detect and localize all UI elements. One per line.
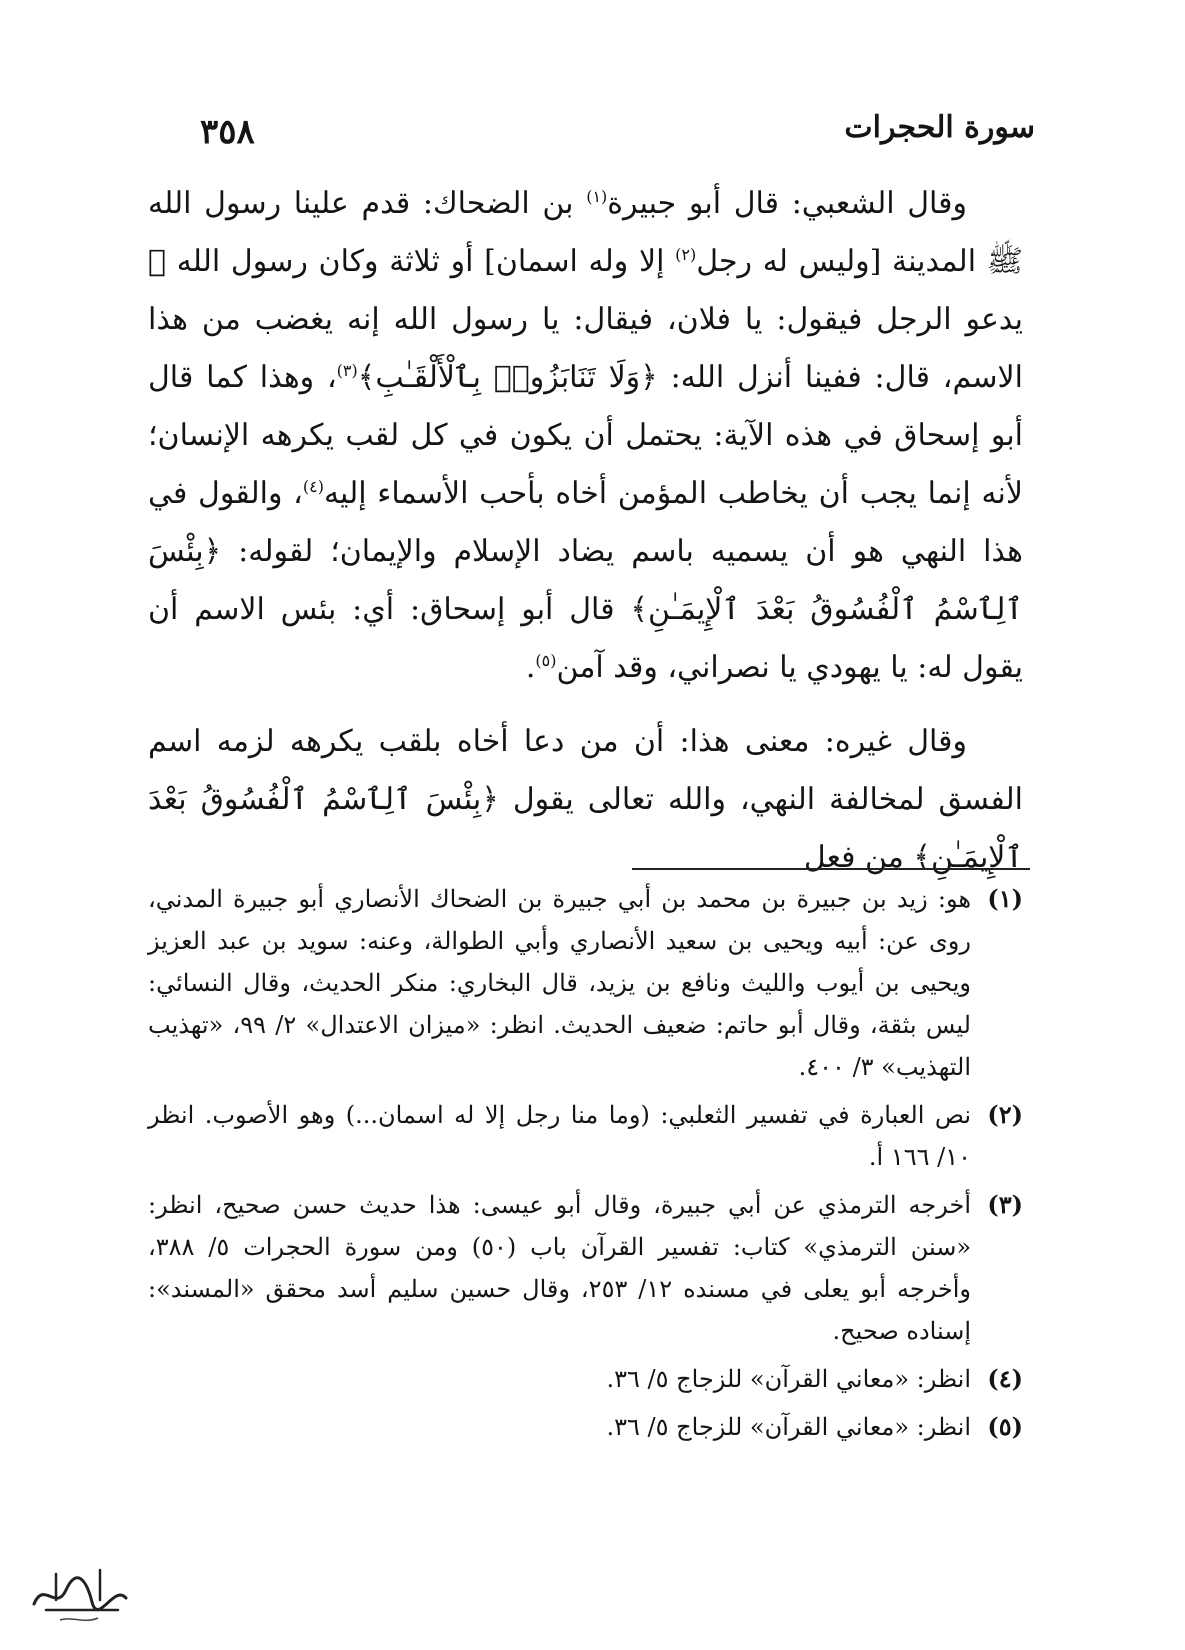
footnote-2 [148,1094,1023,1178]
paragraph-1 [148,175,1023,697]
footnote-text: نص العبارة في تفسير الثعلبي: (وما منا رجل إلا له اسمان...) وهو الأصوب. انظر ١٠/ ١٦٦ أ. [148,1101,971,1171]
footnote-number: (٥) [987,1412,1023,1441]
page-header [200,92,1035,152]
text-segment: إلا وله اسمان] أو ثلاثة وكان رسول الله ﷺ يدعو الرجل فيقول: يا فلان، فيقال: يا رسول الله إنه يغضب من هذا الاسم، قال: ففينا أنزل الله: ﴿وَلَا تَنَابَزُوا۟ بِٱلْأَلْقَـٰبِ﴾ [148,244,1023,395]
footnote-text: انظر: «معاني القرآن» للزجاج ٥/ ٣٦. [606,1365,971,1393]
paragraph-2: وقال غيره: معنى هذا: أن من دعا أخاه بلقب يكرهه لزمه اسم الفسق لمخالفة النهي، والله تعالى يقول ﴿بِئْسَ ٱلِٱسْمُ ٱلْفُسُوقُ بَعْدَ ٱلْإِيمَـٰنِ﴾ من فعل [148,724,1023,875]
page-number: ٣٥٨ [200,112,255,152]
footnote-text: أخرجه الترمذي عن أبي جبيرة، وقال أبو عيسى: هذا حديث حسن صحيح، انظر: «سنن الترمذي» كتاب: تفسير القرآن باب (٥٠) ومن سورة الحجرات ٥/ ٣٨٨، وأخرجه أبو يعلى في مسنده ١٢/ ٢٥٣، وقال حسين سليم أسد محقق «المسند»: إسناده صحيح. [148,1191,972,1345]
text-segment: . [525,650,536,685]
text-segment: بن الضحاك: قدم علينا رسول الله ﷺ المدينة [وليس له رجل [148,186,1023,279]
text-segment: وقال الشعبي: قال أبو جبيرة [607,186,968,221]
text-segment: ، وهذا كما قال أبو إسحاق في هذه الآية: يحتمل أن يكون في كل لقب يكرهه الإنسان؛ لأنه إنما يجب أن يخاطب المؤمن أخاه بأحب الأسماء إليه [148,360,1023,511]
footnote-marker-1: (١) [586,187,608,206]
footnote-1 [148,878,1023,1088]
footnote-text: انظر: «معاني القرآن» للزجاج ٥/ ٣٦. [606,1413,971,1441]
footnote-marker-3: (٣) [336,361,358,380]
surah-title: سورة الحجرات [844,110,1035,145]
footnote-marker-5: (٥) [535,651,557,670]
footnote-marker-4: (٤) [302,477,324,496]
library-logo [26,1560,134,1628]
footnote-5 [148,1406,1023,1448]
footnote-number: (٤) [987,1364,1023,1393]
footnote-number: (١) [987,884,1023,913]
footnote-marker-2: (٢) [675,245,697,264]
footnote-number: (٣) [987,1190,1023,1219]
footnote-3 [148,1184,1023,1352]
footnote-number: (٢) [987,1100,1023,1129]
logo-small-script [60,1618,98,1620]
footnote-4 [148,1358,1023,1400]
text-segment: ، والقول في هذا النهي هو أن يسميه باسم يضاد الإسلام والإيمان؛ لقوله: ﴿بِئْسَ ٱلِٱسْمُ ٱلْفُسُوقُ بَعْدَ ٱلْإِيمَـٰنِ﴾ قال أبو إسحاق: أي: بئس الاسم أن يقول له: يا يهودي يا نصراني، وقد آمن [148,476,1023,685]
main-text [148,175,1023,887]
footnote-divider [632,868,1030,870]
footnotes [148,878,1023,1454]
logo-calligraphy [34,1578,126,1610]
footnote-text: هو: زيد بن جبيرة بن محمد بن أبي جبيرة بن الضحاك الأنصاري أبو جبيرة المدني، روى عن: أبيه ويحيى بن سعيد الأنصاري وأبي الطوالة، وعنه: سويد بن عبد العزيز ويحيى بن أيوب والليث ونافع بن يزيد، قال البخاري: منكر الحديث، وقال النسائي: ليس بثقة، وقال أبو حاتم: ضعيف الحديث. انظر: «ميزان الاعتدال» ٢/ ٩٩، «تهذيب التهذيب» ٣/ ٤٠٠. [148,885,972,1081]
